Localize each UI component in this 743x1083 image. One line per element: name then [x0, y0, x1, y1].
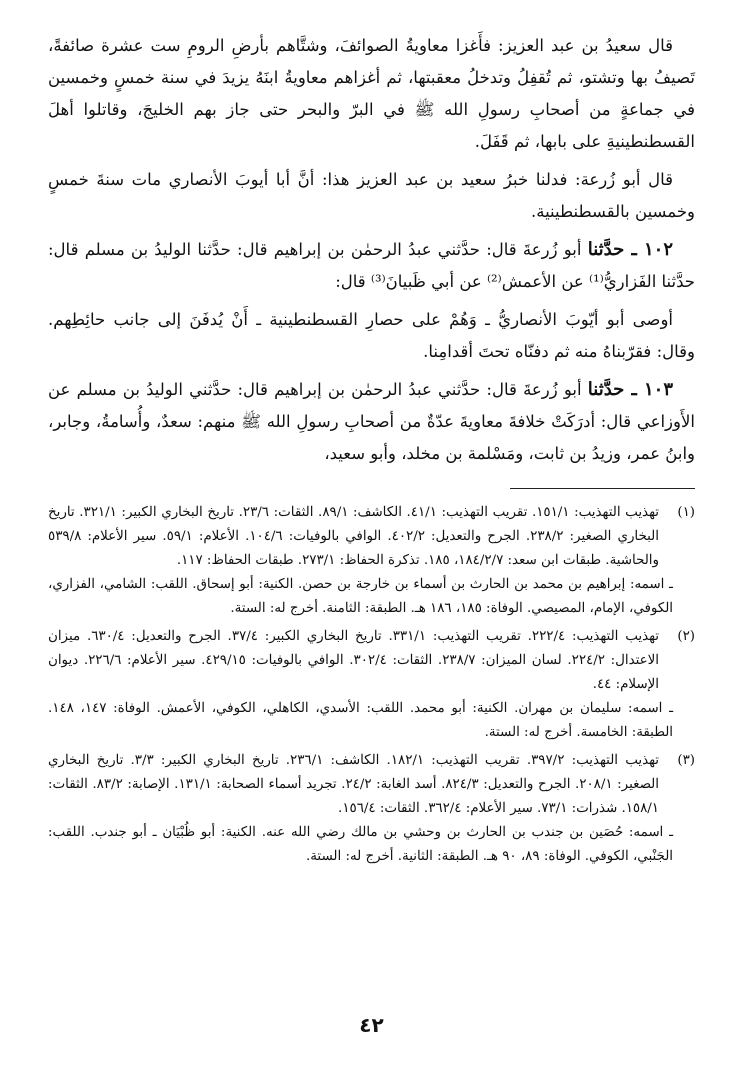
main-text — [48, 30, 695, 470]
paragraph — [48, 164, 695, 228]
footnote-number: (١) — [677, 505, 695, 520]
footnote — [48, 501, 695, 621]
hadith-103 — [48, 374, 695, 470]
footnotes — [48, 501, 695, 869]
hadith-number: ١٠٣ ـ حدَّثنا — [587, 379, 673, 400]
footnote-number: (٢) — [677, 629, 695, 644]
paragraph-text: قال سعيدُ بن عبد العزيز: فأَغزا معاويةُ الصوائفَ، وشتَّاهم بأرضِ الرومِ ست عشرة صائفةً، تَصيفُ بها وتشتو، ثم تُقفِلُ وتدخلُ معقبتها، ثم أغزاهم معاويةُ ابنَهُ يزيدَ في سنة خمسٍ وخمسين في جماعةٍ من أصحابِ رسولِ الله ﷺ في البرّ والبحر حتى جاز بهم الخليجَ، وقاتلوا أهلَ القسطنطينيةِ على بابها، ثم قَفَلَ. — [48, 36, 695, 151]
paragraph-text: أوصى أبو أيّوبَ الأنصاريُّ ـ وَهُمْ على حصارِ القسطنطينية ـ أَنْ يُدفَنَ إلى جانب حائِطِهم. وقال: فقرّبناهُ منه ثم دفنّاه تحتَ أقدامِنا. — [48, 310, 695, 361]
footnote-references: تهذيب التهذيب: ٢٢٢/٤. تقريب التهذيب: ٣٣١/١. تاريخ البخاري الكبير: ٣٧/٤. الجرح والتعديل: ٦٣٠/٤. ميزان الاعتدال: ٢٢٤/٢. لسان الميزان: ٢٣٨/٧. الثقات: ٣٠٢/٤. الوافي بالوفيات: ٤٢٩/١٥. سير الأعلام: ٢٢٦/٦. ديوان الإسلام: ٤٤. — [48, 629, 659, 692]
paragraph — [48, 30, 695, 158]
book-page — [48, 30, 695, 869]
footnote-references: تهذيب التهذيب: ٣٩٧/٢. تقريب التهذيب: ١٨٢/١. الكاشف: ٢٣٦/١. تاريخ البخاري الكبير: ٣/٣. تاريخ البخاري الصغير: ٢٠٨/١. الجرح والتعديل: ٨٢٤/٣. أسد الغابة: ٢٤/٢. تجريد أسماء الصحابة: ١٣١/١. الإصابة: ٨٣/٢. الثقات: ١٥٨/١. شذرات: ٧٣/١. سير الأعلام: ٣٦٢/٤. الثقات: ١٥٦/٤. — [48, 753, 659, 816]
hadith-102 — [48, 234, 695, 298]
footnote-bio: ـ اسمه: إبراهيم بن محمد بن الحارث بن أسماء بن خارجة بن حصن. الكنية: أبو إسحاق. اللقب: الشامي، الفزاري، الكوفي، الإمام، المصيصي. الوفاة: ١٨٥، ١٨٦ هـ. الطبقة: الثامنة. أخرج له: الستة. — [48, 577, 673, 616]
footnote-separator — [510, 488, 695, 489]
footnote-bio: ـ اسمه: حُصَين بن جندب بن الحارث بن وحشي بن مالك رضي الله عنه. الكنية: أبو ظُبْيَان ـ أبو جندب. اللقب: الجَنْبي، الكوفي. الوفاة: ٨٩، ٩٠ هـ. الطبقة: الثانية. أخرج له: الستة. — [48, 825, 673, 864]
footnote-bio: ـ اسمه: سليمان بن مهران. الكنية: أبو محمد. اللقب: الأسدي، الكاهلي، الكوفي، الأعمش. الوفاة: ١٤٧، ١٤٨. الطبقة: الخامسة. أخرج له: الستة. — [48, 701, 673, 740]
paragraph-text: أبو زُرعةَ قال: حدَّثني عبدُ الرحمٰن بن إبراهيم قال: حدَّثني الوليدُ بن مسلم عن الأَوزاعي قال: أدرَكَتْ خلافةَ معاويةَ عدّةٌ من أصحابِ رسولِ الله ﷺ منهم: سعدٌ، وأُسامةُ، وجابر، وابنُ عمر، وزيدُ بن ثابت، ومَسْلمة بن مخلد، وأبو سعيد، — [48, 380, 695, 463]
hadith-number: ١٠٢ ـ حدَّثنا — [587, 239, 673, 260]
paragraph-text: أبو زُرعةَ قال: حدَّثني عبدُ الرحمٰن بن إبراهيم قال: حدَّثنا الوليدُ بن مسلم قال: حدَّثنا الفَزاريُّ⁽¹⁾ عن الأعمش⁽²⁾ عن أبي ظَبيانَ⁽³⁾ قال: — [48, 240, 695, 291]
paragraph — [48, 304, 695, 368]
paragraph-text: قال أبو زُرعة: فدلنا خبرُ سعيد بن عبد العزيز هذا: أنَّ أبا أيوبَ الأنصاري مات سنةَ خمسٍ وخمسين بالقسطنطينية. — [48, 170, 695, 221]
footnote-references: تهذيب التهذيب: ١٥١/١. تقريب التهذيب: ٤١/١. الكاشف: ٨٩/١. الثقات: ٢٣/٦. تاريخ البخاري الكبير: ٣٢١/١. تاريخ البخاري الصغير: ٢٣٨/٢. الجرح والتعديل: ٤٠٢/٢. الوافي بالوفيات: ١٠٤/٦. الأعلام: ٥٩/١. سير الأعلام: ٥٣٩/٨ والحاشية. طبقات ابن سعد: ١٨٤/٢/٧، ١٨٥. تذكرة الحفاظ: ٢٧٣/١. طبقات الحفاظ: ١١٧. — [48, 505, 659, 568]
footnote — [48, 625, 695, 745]
page-number: ٤٢ — [359, 1013, 384, 1037]
footnote-number: (٣) — [677, 753, 695, 768]
footnote — [48, 749, 695, 869]
